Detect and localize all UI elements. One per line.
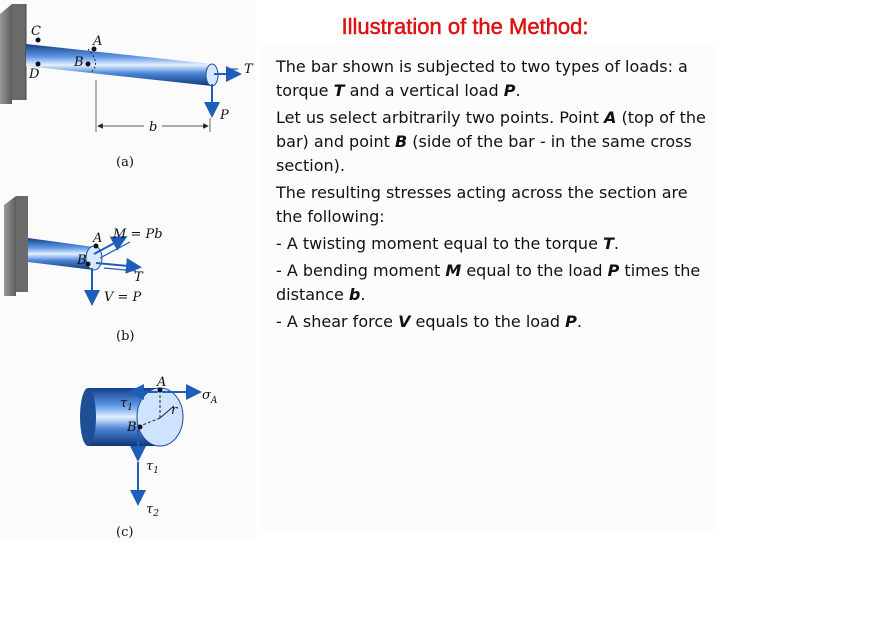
bar-b — [28, 238, 102, 270]
text-run: times the distance — [276, 261, 701, 304]
tau-top-symbol: τ — [120, 396, 128, 411]
tau-top-subscript: 1 — [127, 403, 133, 413]
wall-a — [0, 4, 26, 104]
label-d-a: D — [29, 67, 40, 82]
cylinder-c — [80, 388, 183, 446]
text-run: - A shear force — [276, 312, 399, 331]
text-run: - A bending moment — [276, 261, 446, 280]
text-run: . — [613, 234, 620, 253]
label-tau2-c — [146, 502, 159, 519]
label-m-b: M = Pb — [113, 227, 163, 242]
caption-b: (b) — [116, 329, 135, 344]
text-run: . — [360, 285, 366, 304]
tau1-symbol: τ — [146, 459, 154, 474]
paragraph-3 — [276, 181, 706, 229]
point-d-a — [36, 62, 41, 67]
label-c-a: C — [31, 24, 41, 39]
label-v-b: V = P — [104, 290, 142, 305]
label-a-a: A — [93, 34, 103, 49]
label-b-c: B — [127, 420, 137, 435]
slide-title: Illustration of the Method: — [341, 14, 589, 39]
figure-c — [80, 375, 218, 540]
wall-b — [4, 196, 28, 296]
emphasis-symbol: P — [565, 312, 577, 331]
sigma-symbol: σ — [202, 388, 211, 403]
moment-double-arrow-b — [100, 242, 130, 258]
paragraph-1 — [276, 55, 706, 103]
emphasis-symbol: B — [394, 132, 408, 151]
label-t-b: T — [134, 270, 143, 285]
paragraph-6 — [276, 310, 706, 334]
caption-a: (a) — [116, 155, 134, 170]
emphasis-symbol: T — [603, 234, 614, 253]
text-run: . — [576, 312, 582, 331]
tau1-subscript: 1 — [153, 466, 159, 476]
emphasis-symbol: M — [445, 261, 462, 280]
tau2-subscript: 2 — [153, 509, 159, 519]
point-b-c — [138, 425, 143, 430]
bar-a — [26, 44, 218, 86]
label-b-a: B — [74, 55, 84, 70]
figure-a — [0, 4, 254, 170]
text-run: (side of the bar - in the same cross section). — [276, 132, 692, 175]
text-run: equals to the load — [410, 312, 566, 331]
label-r-c: r — [171, 403, 178, 418]
text-run: - A twisting moment equal to the torque — [276, 234, 603, 253]
caption-c: (c) — [116, 525, 134, 540]
text-run: and a vertical load — [344, 81, 504, 100]
label-b-b: B — [77, 253, 87, 268]
label-a-c: A — [157, 375, 167, 390]
figures-svg — [0, 0, 260, 545]
sigma-subscript: A — [210, 396, 218, 406]
body-text — [276, 55, 706, 337]
emphasis-symbol: P — [607, 261, 620, 280]
emphasis-symbol: b — [348, 285, 361, 304]
paragraph-2 — [276, 106, 706, 178]
label-tau1-c — [146, 459, 159, 476]
text-run: . — [515, 81, 521, 100]
label-sigma-c — [202, 388, 218, 406]
emphasis-symbol: A — [604, 108, 617, 127]
torque-arrow-b — [96, 263, 138, 267]
tau2-symbol: τ — [146, 502, 154, 517]
text-run: Let us select arbitrarily two points. Point — [276, 108, 605, 127]
label-a-b: A — [93, 231, 103, 246]
figure-b — [4, 196, 163, 344]
emphasis-symbol: P — [503, 81, 516, 100]
text-run: The bar shown is subjected to two types of loads: a torque — [276, 57, 688, 100]
emphasis-symbol: T — [333, 81, 345, 100]
paragraph-5 — [276, 259, 706, 307]
text-run: equal to the load — [461, 261, 608, 280]
point-b-a — [86, 62, 91, 67]
text-run: (top of the bar) and point — [276, 108, 706, 151]
label-b-dist-a: b — [149, 120, 158, 135]
text-run: The resulting stresses acting across the section are the following: — [276, 183, 688, 226]
emphasis-symbol: V — [398, 312, 411, 331]
label-t-a: T — [244, 62, 253, 77]
torque-double-arrow-b — [104, 268, 136, 271]
paragraph-4 — [276, 232, 706, 256]
label-p-a: P — [220, 108, 229, 123]
